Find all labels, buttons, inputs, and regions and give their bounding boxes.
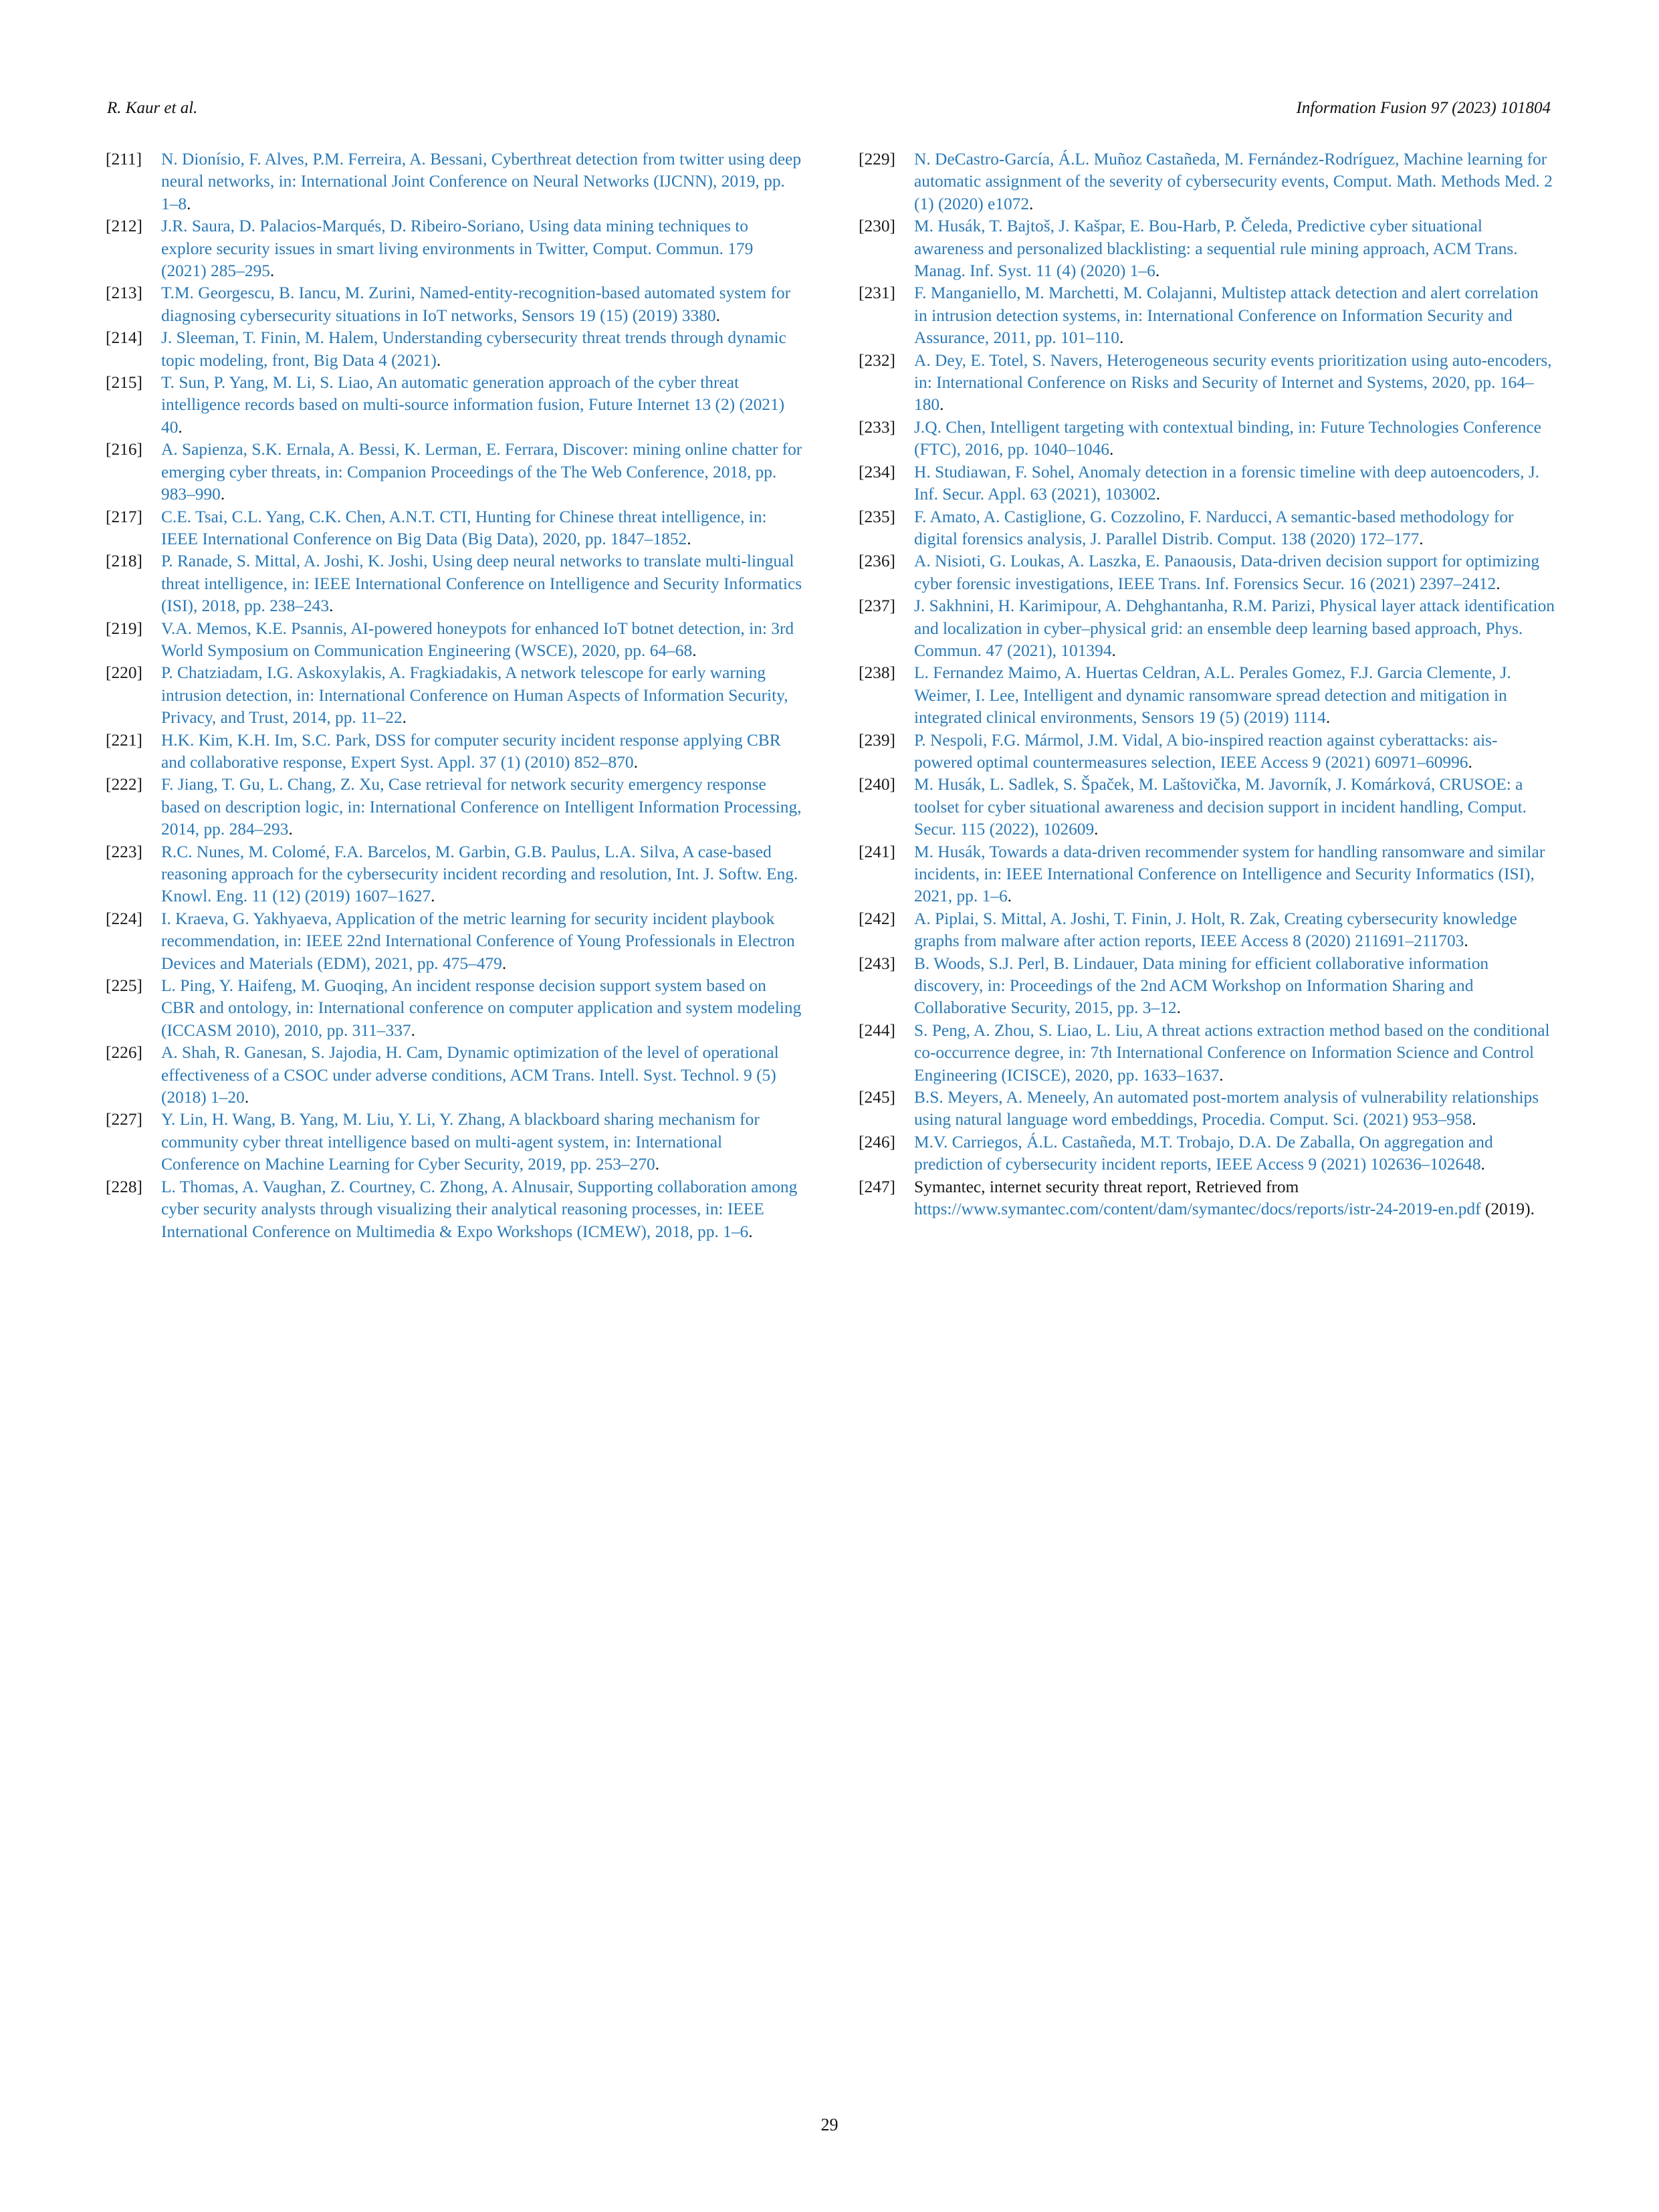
reference-number: [242]	[859, 909, 895, 928]
reference-terminator: .	[1468, 752, 1472, 772]
reference-link[interactable]: J. Sakhnini, H. Karimipour, A. Dehghantanha, R.M. Parizi, Physical layer attack identification and localization in cyber–physical grid: an ensemble deep learning based approach, Phys. Commun. 47 (2021), 101394	[914, 596, 1555, 660]
reference-number: [234]	[859, 462, 895, 481]
reference-item	[106, 662, 802, 729]
reference-item	[106, 148, 802, 215]
reference-number: [230]	[859, 217, 895, 236]
reference-link[interactable]: J. Sleeman, T. Finin, M. Halem, Understanding cybersecurity threat trends through dynamic topic modeling, front, Big Data 4 (2021)	[161, 328, 786, 370]
reference-item	[859, 595, 1555, 662]
reference-link[interactable]: P. Ranade, S. Mittal, A. Joshi, K. Joshi, Using deep neural networks to translate multi-lingual threat intelligence, in: IEEE International Conference on Intelligence and Security Informatics (ISI), 2018, pp. 238–243	[161, 552, 802, 616]
reference-number: [232]	[859, 350, 895, 370]
reference-number: [246]	[859, 1132, 895, 1151]
reference-item	[859, 908, 1555, 953]
reference-link[interactable]: T.M. Georgescu, B. Iancu, M. Zurini, Named-entity-recognition-based automated system for diagnosing cybersecurity situations in IoT networks, Sensors 19 (15) (2019) 3380	[161, 284, 791, 325]
reference-terminator: .	[939, 395, 944, 415]
reference-terminator: .	[1325, 708, 1331, 728]
reference-item	[106, 774, 802, 841]
reference-link[interactable]: H.K. Kim, K.H. Im, S.C. Park, DSS for computer security incident response applying CBR and collaborative response, Expert Syst. Appl. 37 (1) (2010) 852–870	[161, 730, 781, 772]
reference-number: [247]	[859, 1177, 895, 1196]
reference-terminator: .	[1472, 1110, 1476, 1129]
reference-number: [221]	[106, 730, 142, 750]
reference-terminator: .	[269, 261, 275, 281]
reference-item	[106, 282, 802, 327]
reference-item	[859, 550, 1555, 595]
reference-number: [225]	[106, 976, 142, 996]
reference-terminator: .	[1464, 931, 1468, 951]
reference-number: [213]	[106, 284, 142, 303]
reference-terminator: .	[655, 1155, 660, 1174]
reference-link[interactable]: A. Sapienza, S.K. Ernala, A. Bessi, K. Lerman, E. Ferrara, Discover: mining online chatter for emerging cyber threats, in: Companion Proceedings of the The Web Conference, 2018, pp. 983–990	[161, 440, 802, 504]
reference-number: [240]	[859, 775, 895, 794]
reference-item	[106, 1109, 802, 1176]
reference-item	[859, 662, 1555, 729]
reference-terminator: .	[692, 641, 697, 660]
reference-item	[859, 417, 1555, 461]
references-right-column	[859, 148, 1555, 1221]
reference-terminator: .	[402, 708, 407, 728]
reference-item	[859, 282, 1555, 349]
reference-terminator: .	[1109, 440, 1114, 459]
reference-item-247	[859, 1176, 1555, 1221]
reference-terminator: .	[288, 820, 293, 839]
reference-link[interactable]: B. Woods, S.J. Perl, B. Lindauer, Data mining for efficient collaborative information discovery, in: Proceedings of the 2nd ACM Workshop on Information Sharing and Collaborative Security, 2015, pp. 3–12	[914, 954, 1489, 1018]
reference-link[interactable]: F. Manganiello, M. Marchetti, M. Colajanni, Multistep attack detection and alert correlation in intrusion detection systems, in: International Conference on Information Security and Assurance, 2011, pp. 101–110	[914, 284, 1539, 348]
reference-terminator: .	[329, 596, 334, 616]
reference-link[interactable]: M. Husák, Towards a data-driven recommender system for handling ransomware and similar incidents, in: IEEE International Conference on Intelligence and Security Informatics (ISI), 2021, pp. 1–6	[914, 842, 1545, 906]
reference-item	[106, 439, 802, 506]
reference-terminator: .	[748, 1222, 753, 1241]
reference-item	[106, 730, 802, 774]
running-header-authors: R. Kaur et al.	[107, 99, 198, 117]
reference-link[interactable]: M. Husák, T. Bajtoš, J. Kašpar, E. Bou-Harb, P. Čeleda, Predictive cyber situational awareness and personalized blacklisting: a sequential rule mining approach, ACM Trans. Manag. Inf. Syst. 11 (4) (2020) 1–6	[914, 217, 1518, 281]
reference-link[interactable]: I. Kraeva, G. Yakhyaeva, Application of the metric learning for security incident playbook recommendation, in: IEEE 22nd International Conference of Young Professionals in Electron Devices and Materials (EDM), 2021, pp. 475–479	[161, 909, 795, 973]
reference-link[interactable]: N. Dionísio, F. Alves, P.M. Ferreira, A. Bessani, Cyberthreat detection from twitter using deep neural networks, in: International Joint Conference on Neural Networks (IJCNN), 2019, pp. 1–8	[161, 150, 802, 213]
reference-terminator: .	[1155, 261, 1160, 281]
reference-link[interactable]: S. Peng, A. Zhou, S. Liao, L. Liu, A threat actions extraction method based on the conditional co-occurrence degree, in: 7th International Conference on Information Science and Control Engineering (ICISCE), 2020, pp. 1633–1637	[914, 1020, 1550, 1085]
reference-terminator: .	[633, 752, 638, 772]
reference-terminator: .	[1480, 1155, 1485, 1174]
reference-terminator: .	[1496, 574, 1501, 593]
reference-link[interactable]: M.V. Carriegos, Á.L. Castañeda, M.T. Trobajo, D.A. De Zaballa, On aggregation and prediction of cybersecurity incident reports, IEEE Access 9 (2021) 102636–102648	[914, 1132, 1493, 1174]
reference-terminator: .	[220, 485, 225, 504]
reference-number: [236]	[859, 552, 895, 571]
reference-number: [233]	[859, 417, 895, 437]
reference-item	[859, 1087, 1555, 1131]
reference-number: [245]	[859, 1088, 895, 1107]
reference-terminator: .	[244, 1088, 249, 1107]
reference-number: [218]	[106, 552, 142, 571]
reference-link[interactable]: B.S. Meyers, A. Meneely, An automated post-mortem analysis of vulnerability relationships using natural language word embeddings, Procedia. Comput. Sci. (2021) 953–958	[914, 1088, 1539, 1129]
reference-terminator: .	[1176, 998, 1181, 1018]
reference-link[interactable]: L. Ping, Y. Haifeng, M. Guoqing, An incident response decision support system based on CBR and ontology, in: International conference on computer application and system modeling (ICCASM 2010), 2010, pp. 311–337	[161, 976, 802, 1040]
reference-number: [229]	[859, 150, 895, 169]
reference-terminator: .	[1155, 485, 1161, 504]
reference-link[interactable]: J.R. Saura, D. Palacios-Marqués, D. Ribeiro-Soriano, Using data mining techniques to explore security issues in smart living environments in Twitter, Comput. Commun. 179 (2021) 285–295	[161, 217, 754, 281]
reference-link[interactable]: L. Thomas, A. Vaughan, Z. Courtney, C. Zhong, A. Alnusair, Supporting collaboration among cyber security analysts through visualizing their analytical reasoning processes, in: IEEE International Conference on Multimedia & Expo Workshops (ICMEW), 2018, pp. 1–6	[161, 1177, 798, 1241]
reference-number: [215]	[106, 373, 142, 393]
reference-item	[859, 506, 1555, 551]
reference-link[interactable]: H. Studiawan, F. Sohel, Anomaly detection in a forensic timeline with deep autoencoders, J. Inf. Secur. Appl. 63 (2021), 103002	[914, 462, 1540, 504]
running-header-journal: Information Fusion 97 (2023) 101804	[1296, 99, 1551, 117]
reference-terminator: .	[431, 887, 435, 906]
page-number: 29	[820, 2115, 839, 2134]
reference-item	[106, 215, 802, 282]
reference-item	[859, 953, 1555, 1020]
reference-link[interactable]: P. Chatziadam, I.G. Askoxylakis, A. Fragkiadakis, A network telescope for early warning intrusion detection, in: International Conference on Human Aspects of Information Security, Privacy, and Trust, 2014, pp. 11–22	[161, 663, 788, 728]
reference-number: [226]	[106, 1043, 142, 1063]
reference-link[interactable]: A. Shah, R. Ganesan, S. Jajodia, H. Cam, Dynamic optimization of the level of operational effectiveness of a CSOC under adverse conditions, ACM Trans. Intell. Syst. Technol. 9 (5) (2018) 1–20	[161, 1043, 779, 1107]
reference-link[interactable]: Y. Lin, H. Wang, B. Yang, M. Liu, Y. Li, Y. Zhang, A blackboard sharing mechanism for community cyber threat intelligence based on multi-agent system, in: International Conference on Machine Learning for Cyber Security, 2019, pp. 253–270	[161, 1110, 760, 1174]
reference-number: [228]	[106, 1177, 142, 1196]
reference-number: [241]	[859, 842, 895, 861]
reference-terminator: .	[502, 954, 507, 973]
reference-item	[106, 327, 802, 372]
reference-number: [223]	[106, 842, 142, 861]
reference-url-link[interactable]: https://www.symantec.com/content/dam/symantec/docs/reports/istr-24-2019-en.pdf	[914, 1200, 1481, 1219]
reference-number: [227]	[106, 1110, 142, 1129]
reference-number: [237]	[859, 596, 895, 616]
reference-link[interactable]: T. Sun, P. Yang, M. Li, S. Liao, An automatic generation approach of the cyber threat intelligence records based on multi-source information fusion, Future Internet 13 (2) (2021) 40	[161, 373, 785, 437]
reference-item	[859, 350, 1555, 417]
reference-item	[859, 841, 1555, 908]
reference-terminator: .	[1419, 529, 1424, 548]
reference-terminator: .	[1029, 194, 1034, 213]
reference-number: [231]	[859, 284, 895, 303]
reference-item	[859, 730, 1555, 774]
references-left-column	[106, 148, 802, 1243]
reference-terminator: .	[1119, 328, 1124, 348]
reference-item	[106, 841, 802, 908]
reference-terminator: .	[411, 1020, 415, 1040]
reference-link[interactable]: F. Amato, A. Castiglione, G. Cozzolino, F. Narducci, A semantic-based methodology for digital forensics analysis, J. Parallel Distrib. Comput. 138 (2020) 172–177	[914, 507, 1514, 548]
reference-terminator: .	[687, 529, 691, 548]
reference-terminator: .	[1094, 820, 1099, 839]
reference-number: [224]	[106, 909, 142, 928]
reference-item	[859, 1020, 1555, 1087]
reference-link[interactable]: P. Nespoli, F.G. Mármol, J.M. Vidal, A bio-inspired reaction against cyberattacks: ais-powered optimal countermeasures selection, IEEE Access 9 (2021) 60971–60996	[914, 730, 1498, 772]
reference-number: [214]	[106, 328, 142, 348]
reference-item	[106, 550, 802, 617]
reference-year: (2019).	[1480, 1200, 1535, 1219]
reference-terminator: .	[715, 306, 720, 325]
reference-item	[106, 618, 802, 663]
reference-item	[106, 506, 802, 551]
reference-link[interactable]: A. Piplai, S. Mittal, A. Joshi, T. Finin, J. Holt, R. Zak, Creating cybersecurity knowledge graphs from malware after action reports, IEEE Access 8 (2020) 211691–211703	[914, 909, 1517, 951]
reference-terminator: .	[178, 417, 183, 437]
reference-number: [244]	[859, 1020, 895, 1040]
reference-terminator: .	[1007, 887, 1012, 906]
reference-item	[106, 975, 802, 1042]
reference-link[interactable]: V.A. Memos, K.E. Psannis, AI-powered honeypots for enhanced IoT botnet detection, in: 3rd World Symposium on Communication Engineering (WSCE), 2020, pp. 64–68	[161, 619, 794, 660]
reference-item	[106, 908, 802, 975]
reference-number: [239]	[859, 730, 895, 750]
reference-link[interactable]: M. Husák, L. Sadlek, S. Špaček, M. Laštovička, M. Javorník, J. Komárková, CRUSOE: a toolset for cyber situational awareness and decision support in incident handling, Comput. Secur. 115 (2022), 102609	[914, 775, 1527, 839]
reference-link[interactable]: A. Nisioti, G. Loukas, A. Laszka, E. Panaousis, Data-driven decision support for optimizing cyber forensic investigations, IEEE Trans. Inf. Forensics Secur. 16 (2021) 2397–2412	[914, 552, 1540, 593]
reference-item	[859, 461, 1555, 506]
reference-terminator: .	[436, 350, 441, 370]
reference-link[interactable]: A. Dey, E. Totel, S. Navers, Heterogeneous security events prioritization using auto-encoders, in: International Conference on Risks and Security of Internet and Systems, 2020, pp. 164–180	[914, 350, 1552, 415]
reference-link[interactable]: J.Q. Chen, Intelligent targeting with contextual binding, in: Future Technologies Conference (FTC), 2016, pp. 1040–1046	[914, 417, 1541, 459]
reference-number: [235]	[859, 507, 895, 526]
reference-terminator: .	[1111, 641, 1116, 660]
reference-item	[859, 1131, 1555, 1176]
reference-number: [217]	[106, 507, 142, 526]
reference-number: [212]	[106, 217, 142, 236]
reference-number: [211]	[106, 150, 142, 169]
reference-number: [238]	[859, 663, 895, 683]
reference-item	[859, 148, 1555, 215]
reference-item	[859, 774, 1555, 841]
reference-item	[859, 215, 1555, 282]
reference-number: [220]	[106, 663, 142, 683]
reference-number: [243]	[859, 954, 895, 973]
reference-item	[106, 1042, 802, 1109]
reference-number: [222]	[106, 775, 142, 794]
reference-number: [219]	[106, 619, 142, 638]
reference-link[interactable]: R.C. Nunes, M. Colomé, F.A. Barcelos, M. Garbin, G.B. Paulus, L.A. Silva, A case-based reasoning approach for the cybersecurity incident recording and resolution, Int. J. Softw. Eng. Knowl. Eng. 11 (12) (2019) 1607–1627	[161, 842, 798, 906]
reference-link[interactable]: L. Fernandez Maimo, A. Huertas Celdran, A.L. Perales Gomez, F.J. Garcia Clemente, J. Weimer, I. Lee, Intelligent and dynamic ransomware spread detection and mitigation in integrated clinical environments, Sensors 19 (5) (2019) 1114	[914, 663, 1511, 728]
reference-link[interactable]: C.E. Tsai, C.L. Yang, C.K. Chen, A.N.T. CTI, Hunting for Chinese threat intelligence, in: IEEE International Conference on Big Data (Big Data), 2020, pp. 1847–1852	[161, 507, 767, 548]
reference-link[interactable]: N. DeCastro-García, Á.L. Muñoz Castañeda, M. Fernández-Rodríguez, Machine learning for automatic assignment of the severity of cybersecurity events, Comput. Math. Methods Med. 2 (1) (2020) e1072	[914, 150, 1553, 213]
reference-item	[106, 1176, 802, 1243]
reference-terminator: .	[187, 194, 191, 213]
reference-number: [216]	[106, 440, 142, 459]
reference-text: Symantec, internet security threat report, Retrieved from	[914, 1177, 1299, 1196]
reference-terminator: .	[1219, 1065, 1224, 1085]
reference-link[interactable]: F. Jiang, T. Gu, L. Chang, Z. Xu, Case retrieval for network security emergency response based on description logic, in: International Conference on Intelligent Information Processing, 2014, pp. 284–293	[161, 775, 802, 839]
reference-item	[106, 372, 802, 439]
